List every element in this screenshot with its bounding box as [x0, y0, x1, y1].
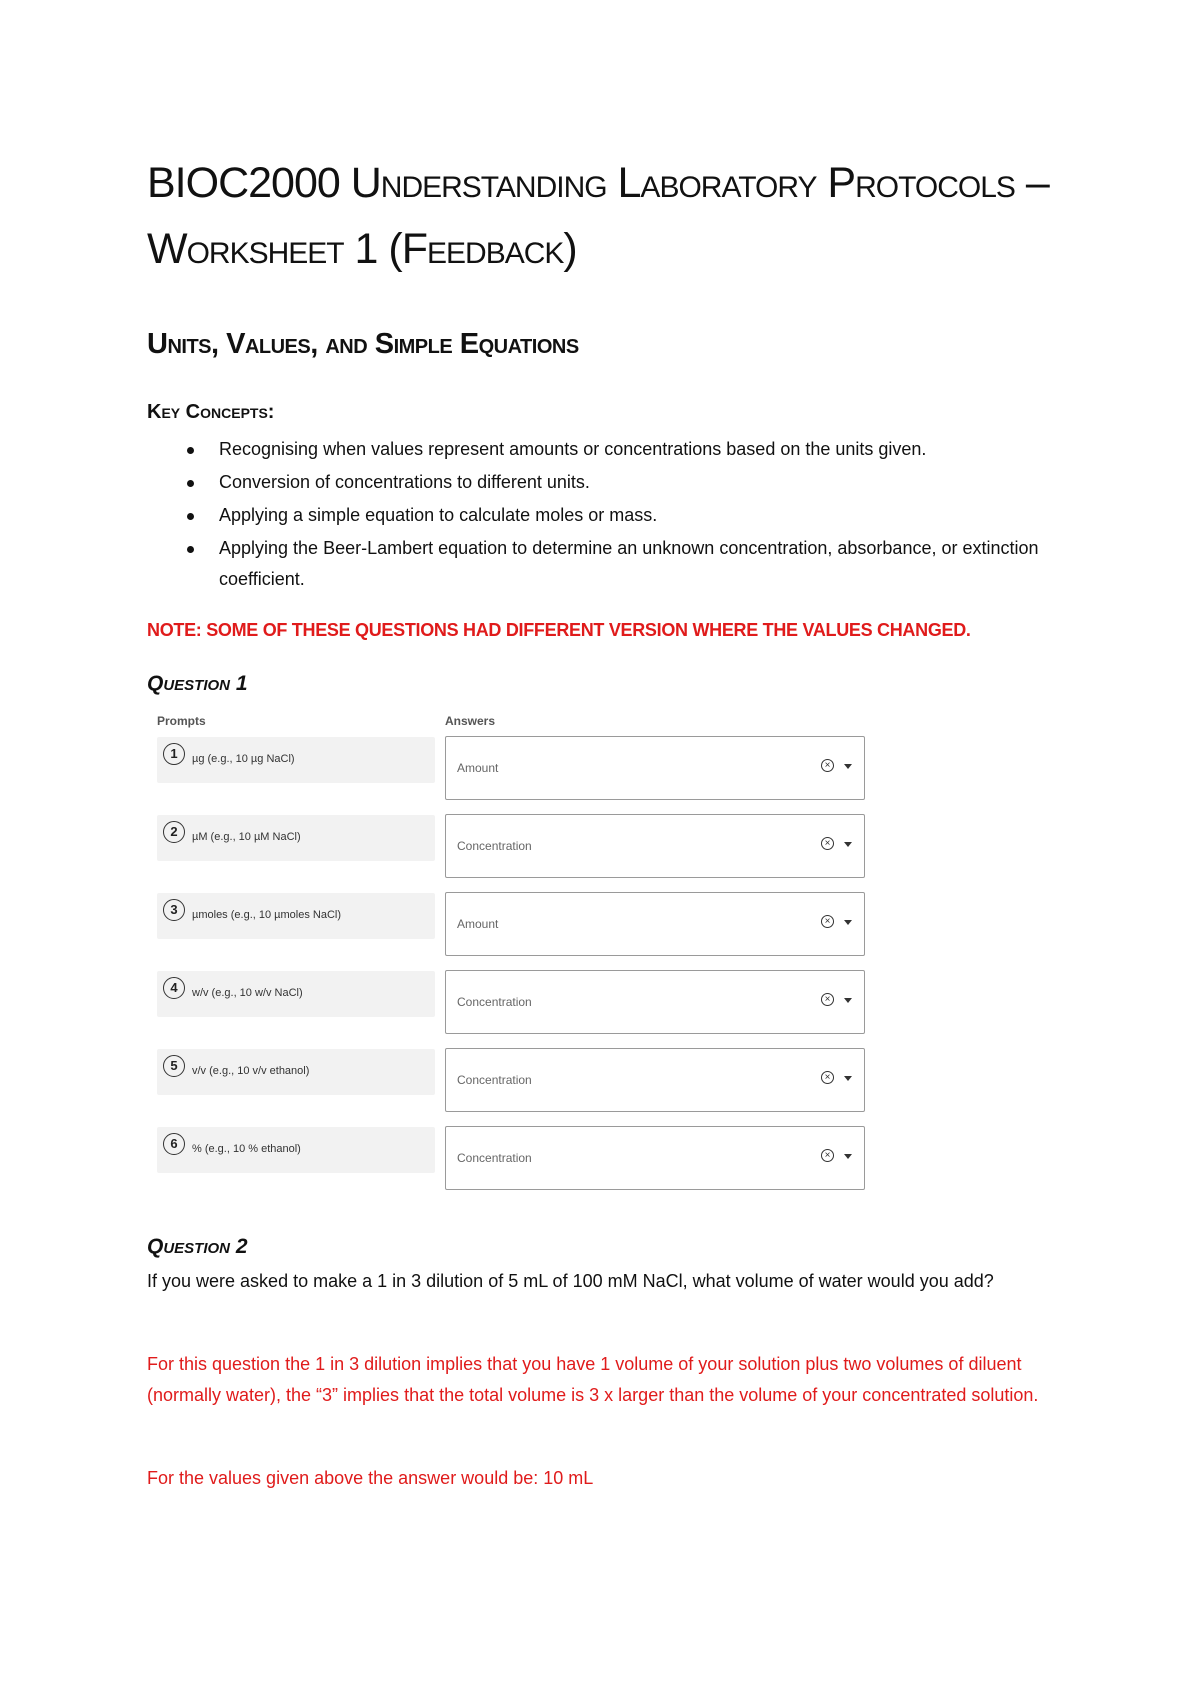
- caret-down-icon[interactable]: [844, 764, 852, 769]
- clear-icon[interactable]: ×: [821, 1071, 834, 1084]
- clear-icon[interactable]: ×: [821, 837, 834, 850]
- answer-dropdown[interactable]: [445, 970, 865, 1034]
- prompt-number: 2: [163, 821, 185, 843]
- match-row-5: [157, 1049, 877, 1115]
- caret-down-icon[interactable]: [844, 920, 852, 925]
- document-title: BIOC2000 Understanding Laboratory Protocols – Worksheet 1 (Feedback): [147, 159, 1049, 273]
- answer-dropdown[interactable]: [445, 1126, 865, 1190]
- answer-value: Concentration: [457, 1073, 532, 1087]
- prompt-number: 4: [163, 977, 185, 999]
- clear-icon[interactable]: ×: [821, 1149, 834, 1162]
- caret-down-icon[interactable]: [844, 1154, 852, 1159]
- prompts-column-header: Prompts: [157, 714, 206, 728]
- prompt-number: 6: [163, 1133, 185, 1155]
- key-concept-item: Applying the Beer-Lambert equation to determine an unknown concentration, absorbance, or extinction coefficient.: [147, 533, 1067, 595]
- answer-value: Amount: [457, 761, 499, 775]
- prompt-cell: [157, 971, 435, 1017]
- prompt-label: w/v (e.g., 10 w/v NaCl): [192, 987, 303, 999]
- section-heading: Units, Values, and Simple Equations: [147, 328, 579, 360]
- clear-icon[interactable]: ×: [821, 993, 834, 1006]
- clear-icon[interactable]: ×: [821, 915, 834, 928]
- prompt-cell: [157, 1127, 435, 1173]
- answer-value: Concentration: [457, 1151, 532, 1165]
- question-2-heading: Question 2: [147, 1235, 248, 1258]
- match-row-4: [157, 971, 877, 1037]
- prompt-cell: [157, 1049, 435, 1095]
- answer-value: Amount: [457, 917, 499, 931]
- question-2-answer: For the values given above the answer would be: 10 mL: [147, 1468, 594, 1488]
- prompt-number: 3: [163, 899, 185, 921]
- match-row-2: [157, 815, 877, 881]
- match-row-1: [157, 737, 877, 803]
- key-concepts-list: [147, 434, 1067, 597]
- clear-icon[interactable]: ×: [821, 759, 834, 772]
- prompt-cell: [157, 737, 435, 783]
- answer-dropdown[interactable]: [445, 736, 865, 800]
- prompt-cell: [157, 893, 435, 939]
- prompt-label: µg (e.g., 10 µg NaCl): [192, 753, 295, 765]
- key-concept-item: Recognising when values represent amounts or concentrations based on the units given.: [147, 434, 1067, 465]
- key-concept-item: Applying a simple equation to calculate moles or mass.: [147, 500, 1067, 531]
- question-1-heading: Question 1: [147, 672, 248, 695]
- answer-dropdown[interactable]: [445, 1048, 865, 1112]
- answer-value: Concentration: [457, 839, 532, 853]
- prompt-number: 5: [163, 1055, 185, 1077]
- version-note: NOTE: SOME OF THESE QUESTIONS HAD DIFFERENT VERSION WHERE THE VALUES CHANGED.: [147, 620, 971, 640]
- key-concepts-heading: Key Concepts:: [147, 401, 275, 423]
- answer-value: Concentration: [457, 995, 532, 1009]
- caret-down-icon[interactable]: [844, 998, 852, 1003]
- match-row-3: [157, 893, 877, 959]
- key-concept-item: Conversion of concentrations to different units.: [147, 467, 1067, 498]
- answer-dropdown[interactable]: [445, 814, 865, 878]
- prompt-label: v/v (e.g., 10 v/v ethanol): [192, 1065, 310, 1077]
- question-2-feedback: For this question the 1 in 3 dilution implies that you have 1 volume of your solution plus two volumes of diluent (normally water), the “3” implies that the total volume is 3 x larger than the volume of your concentrated solution.: [147, 1354, 1039, 1405]
- prompt-label: µmoles (e.g., 10 µmoles NaCl): [192, 909, 341, 921]
- question-2-text: If you were asked to make a 1 in 3 dilution of 5 mL of 100 mM NaCl, what volume of water would you add?: [147, 1271, 994, 1291]
- caret-down-icon[interactable]: [844, 1076, 852, 1081]
- prompt-label: µM (e.g., 10 µM NaCl): [192, 831, 301, 843]
- prompt-number: 1: [163, 743, 185, 765]
- prompt-label: % (e.g., 10 % ethanol): [192, 1143, 301, 1155]
- match-row-6: [157, 1127, 877, 1193]
- answers-column-header: Answers: [445, 714, 496, 728]
- prompt-cell: [157, 815, 435, 861]
- answer-dropdown[interactable]: [445, 892, 865, 956]
- caret-down-icon[interactable]: [844, 842, 852, 847]
